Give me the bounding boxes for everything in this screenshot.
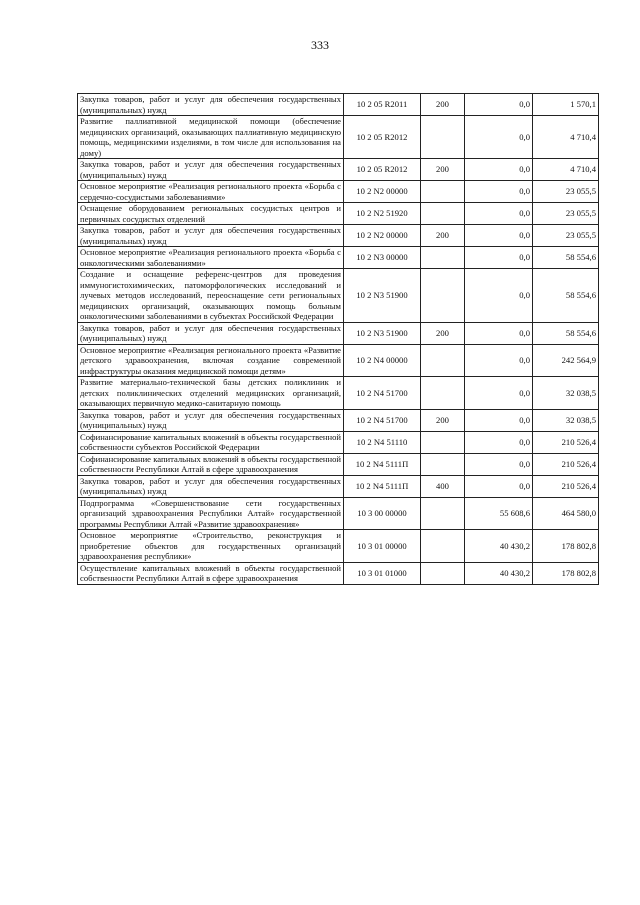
row-amount-2-cell: 210 526,4 bbox=[533, 453, 599, 475]
row-name-cell: Основное мероприятие «Реализация регионального проекта «Борьба с сердечно-сосудистыми заболеваниями» bbox=[78, 181, 344, 203]
table-row bbox=[78, 530, 599, 563]
row-name-cell: Закупка товаров, работ и услуг для обеспечения государственных (муниципальных) нужд bbox=[78, 159, 344, 181]
table-row bbox=[78, 116, 599, 159]
row-amount-1-cell: 0,0 bbox=[465, 159, 533, 181]
row-kind-cell bbox=[421, 431, 465, 453]
row-code-cell: 10 2 N4 5111П bbox=[344, 475, 421, 497]
table-row bbox=[78, 453, 599, 475]
table-row bbox=[78, 269, 599, 323]
row-kind-cell bbox=[421, 530, 465, 563]
row-name-cell: Основное мероприятие «Строительство, реконструкция и приобретение объектов для государственных организаций здравоохранения республики» bbox=[78, 530, 344, 563]
row-amount-2-cell: 32 038,5 bbox=[533, 377, 599, 410]
row-code-cell: 10 2 N4 51700 bbox=[344, 409, 421, 431]
row-code-cell: 10 2 N2 00000 bbox=[344, 225, 421, 247]
table-row bbox=[78, 377, 599, 410]
row-amount-2-cell: 210 526,4 bbox=[533, 431, 599, 453]
row-amount-1-cell: 0,0 bbox=[465, 431, 533, 453]
budget-table bbox=[77, 93, 599, 585]
row-amount-1-cell: 0,0 bbox=[465, 409, 533, 431]
table-row bbox=[78, 322, 599, 344]
row-amount-1-cell: 0,0 bbox=[465, 94, 533, 116]
row-code-cell: 10 3 01 01000 bbox=[344, 562, 421, 584]
row-name-cell: Закупка товаров, работ и услуг для обеспечения государственных (муниципальных) нужд bbox=[78, 409, 344, 431]
row-kind-cell bbox=[421, 269, 465, 323]
table-row bbox=[78, 431, 599, 453]
row-amount-2-cell: 178 802,8 bbox=[533, 530, 599, 563]
row-amount-2-cell: 1 570,1 bbox=[533, 94, 599, 116]
row-code-cell: 10 2 05 R2012 bbox=[344, 159, 421, 181]
row-amount-1-cell: 0,0 bbox=[465, 322, 533, 344]
row-code-cell: 10 2 N3 51900 bbox=[344, 269, 421, 323]
row-amount-2-cell: 23 055,5 bbox=[533, 203, 599, 225]
row-name-cell: Основное мероприятие «Реализация регионального проекта «Развитие детского здравоохранения, включая создание современной инфраструктуры оказания медицинской помощи детям» bbox=[78, 344, 344, 377]
row-name-cell: Осуществление капитальных вложений в объекты государственной собственности Республики Алтай в сфере здравоохранения bbox=[78, 562, 344, 584]
table-row bbox=[78, 94, 599, 116]
row-amount-2-cell: 210 526,4 bbox=[533, 475, 599, 497]
row-kind-cell bbox=[421, 116, 465, 159]
row-amount-2-cell: 58 554,6 bbox=[533, 247, 599, 269]
row-code-cell: 10 2 05 R2012 bbox=[344, 116, 421, 159]
row-amount-2-cell: 23 055,5 bbox=[533, 225, 599, 247]
row-amount-1-cell: 0,0 bbox=[465, 475, 533, 497]
row-amount-1-cell: 0,0 bbox=[465, 203, 533, 225]
table-row bbox=[78, 497, 599, 530]
row-name-cell: Софинансирование капитальных вложений в объекты государственной собственности субъектов Российской Федерации bbox=[78, 431, 344, 453]
row-code-cell: 10 2 N2 51920 bbox=[344, 203, 421, 225]
row-kind-cell: 200 bbox=[421, 94, 465, 116]
row-kind-cell: 200 bbox=[421, 409, 465, 431]
row-amount-1-cell: 40 430,2 bbox=[465, 562, 533, 584]
table-row bbox=[78, 181, 599, 203]
row-kind-cell bbox=[421, 203, 465, 225]
row-amount-1-cell: 0,0 bbox=[465, 181, 533, 203]
row-code-cell: 10 2 N3 00000 bbox=[344, 247, 421, 269]
row-amount-1-cell: 0,0 bbox=[465, 225, 533, 247]
row-code-cell: 10 3 01 00000 bbox=[344, 530, 421, 563]
row-code-cell: 10 2 N3 51900 bbox=[344, 322, 421, 344]
table-row bbox=[78, 159, 599, 181]
row-kind-cell bbox=[421, 562, 465, 584]
row-kind-cell: 400 bbox=[421, 475, 465, 497]
row-name-cell: Создание и оснащение референс-центров для проведения иммуногистохимических, патоморфологических исследований и лучевых методов исследований, переоснащение сети региональных медицинских организаций, оказывающих помощь больным онкологическими заболеваниями в субъектах Российской Федерации bbox=[78, 269, 344, 323]
row-kind-cell: 200 bbox=[421, 322, 465, 344]
row-name-cell: Закупка товаров, работ и услуг для обеспечения государственных (муниципальных) нужд bbox=[78, 322, 344, 344]
row-name-cell: Основное мероприятие «Реализация регионального проекта «Борьба с онкологическими заболеваниями» bbox=[78, 247, 344, 269]
row-code-cell: 10 2 N2 00000 bbox=[344, 181, 421, 203]
row-name-cell: Софинансирование капитальных вложений в объекты государственной собственности Республики Алтай в сфере здравоохранения bbox=[78, 453, 344, 475]
table-row bbox=[78, 203, 599, 225]
table-row bbox=[78, 562, 599, 584]
row-kind-cell bbox=[421, 497, 465, 530]
row-name-cell: Подпрограмма «Совершенствование сети государственных организаций здравоохранения Республики Алтай» государственной программы Республики Алтай «Развитие здравоохранения» bbox=[78, 497, 344, 530]
row-amount-2-cell: 58 554,6 bbox=[533, 269, 599, 323]
table-row bbox=[78, 225, 599, 247]
row-amount-2-cell: 242 564,9 bbox=[533, 344, 599, 377]
table-row bbox=[78, 409, 599, 431]
row-kind-cell bbox=[421, 377, 465, 410]
row-kind-cell: 200 bbox=[421, 159, 465, 181]
table-row bbox=[78, 344, 599, 377]
row-code-cell: 10 3 00 00000 bbox=[344, 497, 421, 530]
row-amount-1-cell: 40 430,2 bbox=[465, 530, 533, 563]
row-name-cell: Закупка товаров, работ и услуг для обеспечения государственных (муниципальных) нужд bbox=[78, 94, 344, 116]
page-number: 333 bbox=[311, 38, 329, 52]
row-code-cell: 10 2 N4 5111П bbox=[344, 453, 421, 475]
row-amount-2-cell: 464 580,0 bbox=[533, 497, 599, 530]
row-code-cell: 10 2 N4 51700 bbox=[344, 377, 421, 410]
row-name-cell: Развитие паллиативной медицинской помощи (обеспечение медицинских организаций, оказывающих паллиативную медицинскую помощь, медицинскими изделиями, в том числе для использования на дому) bbox=[78, 116, 344, 159]
row-amount-1-cell: 0,0 bbox=[465, 344, 533, 377]
row-amount-1-cell: 0,0 bbox=[465, 453, 533, 475]
row-kind-cell bbox=[421, 453, 465, 475]
table-row bbox=[78, 247, 599, 269]
table-row bbox=[78, 475, 599, 497]
row-name-cell: Закупка товаров, работ и услуг для обеспечения государственных (муниципальных) нужд bbox=[78, 475, 344, 497]
row-amount-2-cell: 178 802,8 bbox=[533, 562, 599, 584]
row-kind-cell bbox=[421, 247, 465, 269]
row-amount-1-cell: 55 608,6 bbox=[465, 497, 533, 530]
row-kind-cell: 200 bbox=[421, 225, 465, 247]
row-code-cell: 10 2 05 R2011 bbox=[344, 94, 421, 116]
row-name-cell: Развитие материально-технической базы детских поликлиник и детских поликлинических отделений медицинских организаций, оказывающих первичную медико-санитарную помощь bbox=[78, 377, 344, 410]
row-kind-cell bbox=[421, 344, 465, 377]
row-name-cell: Оснащение оборудованием региональных сосудистых центров и первичных сосудистых отделений bbox=[78, 203, 344, 225]
row-amount-2-cell: 4 710,4 bbox=[533, 159, 599, 181]
row-code-cell: 10 2 N4 51110 bbox=[344, 431, 421, 453]
row-code-cell: 10 2 N4 00000 bbox=[344, 344, 421, 377]
row-kind-cell bbox=[421, 181, 465, 203]
row-amount-2-cell: 23 055,5 bbox=[533, 181, 599, 203]
row-amount-1-cell: 0,0 bbox=[465, 116, 533, 159]
row-amount-1-cell: 0,0 bbox=[465, 269, 533, 323]
row-amount-2-cell: 58 554,6 bbox=[533, 322, 599, 344]
row-amount-2-cell: 4 710,4 bbox=[533, 116, 599, 159]
row-amount-1-cell: 0,0 bbox=[465, 247, 533, 269]
row-amount-2-cell: 32 038,5 bbox=[533, 409, 599, 431]
row-amount-1-cell: 0,0 bbox=[465, 377, 533, 410]
row-name-cell: Закупка товаров, работ и услуг для обеспечения государственных (муниципальных) нужд bbox=[78, 225, 344, 247]
